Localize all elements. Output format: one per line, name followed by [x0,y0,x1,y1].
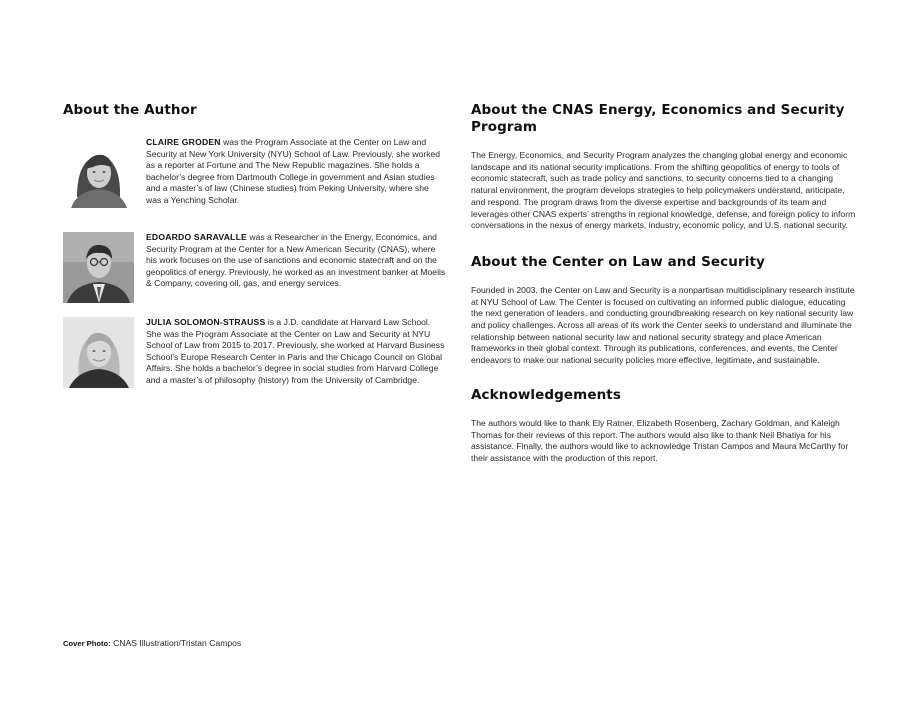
section-center-law-security [471,254,859,367]
section-heading: About the CNAS Energy, Economics and Security Program [471,102,845,135]
author-name: CLAIRE GRODEN [146,137,221,147]
about-author-column [63,102,451,385]
about-organizations-column [471,102,859,485]
author-bio-julia-solomon-strauss [146,317,446,387]
author-name: EDOARDO SARAVALLE [146,232,247,242]
section-paragraph: The authors would like to thank Ely Ratner, Elizabeth Rosenberg, Zachary Goldman, and Kaleigh Thomas for their reviews of this report. The authors would also like to thank Neil Bhatiya for his assistance. Finally, the authors would like to acknowledge Tristan Campos and Maura McCarthy for their assistance with the production of this report. [471,417,849,463]
author-photo-claire-groden [63,137,134,208]
cover-photo-credit [63,638,241,648]
cover-photo-label: Cover Photo: [63,639,111,648]
author-name: JULIA SOLOMON-STRAUSS [146,317,266,327]
section-acknowledgements [471,387,859,465]
author-claire-groden [63,137,451,217]
section-cnas-program [471,102,859,232]
author-photo-edoardo-saravalle [63,232,134,303]
author-bio-claire-groden [146,137,446,207]
author-photo-julia-solomon-strauss [63,317,134,388]
cover-photo-text: CNAS Illustration/Tristan Campos [110,638,242,648]
author-bio-edoardo-saravalle [146,232,446,290]
author-julia-solomon-strauss [63,317,451,397]
section-heading: Acknowledgements [471,386,621,403]
author-edoardo-saravalle [63,232,451,312]
section-paragraph: The Energy, Economics, and Security Program analyzes the changing global energy and economic landscape and its national security implications. From the shifting geopolitics of energy to tools of economic statecraft, such as trade policy and sanctions, to security concerns tied to a changing natural environment, the program develops strategies to help policymakers understand, anticipate, and respond. The program draws from the diverse expertise and backgrounds of its team and leverages other CNAS experts’ strengths in regional knowledge, defense, and foreign policy to inform conversations in the nexus of energy markets, industry, economic policy, and U.S. national security. [471,150,856,231]
author-bio-text: was the Program Associate at the Center on Law and Security at New York University (NYU) School of Law. Previously, she worked as a reporter at Fortune and The New Republic magazines. She holds a bachelor’s degree from Dartmouth College in government and Asian studies and a master’s of law (Chinese studies) from Peking University, where she was a Yenching Scholar. [146,137,441,205]
section-heading: About the Center on Law and Security [471,253,765,270]
author-bio-text: is a J.D. candidate at Harvard Law School. She was the Program Associate at the Center on Law and Security at NYU School of Law from 2015 to 2017. Previously, she worked at Harvard Business School’s Europe Research Center in Paris and the Chicago Council on Global Affairs. She holds a bachelor’s degree in social studies from Harvard College and a master’s of philosophy (history) from the University of Cambridge. [146,317,445,385]
section-paragraph: Founded in 2003, the Center on Law and Security is a nonpartisan multidisciplinary research institute at NYU School of Law. The Center is focused on cultivating an informed public dialogue, educating the next generation of leaders, and conducting groundbreaking research on key national security law and policy challenges. Across all areas of its work the Center seeks to understand and illuminate the relationship between national security law and national security strategy and place American frameworks in their global context. Through its publications, conferences, and events, the Center endeavors to make our national security policies more effective, legitimate, and sustainable. [471,284,855,366]
author-bio-text: was a Researcher in the Energy, Economics, and Security Program at the Center for a New American Security (CNAS), where his work focuses on the use of sanctions and economic statecraft and on the geopolitics of energy. Previously, he worked as an investment banker at Moelis & Company, covering oil, gas, and energy services. [146,232,446,289]
about-author-heading: About the Author [63,102,197,118]
